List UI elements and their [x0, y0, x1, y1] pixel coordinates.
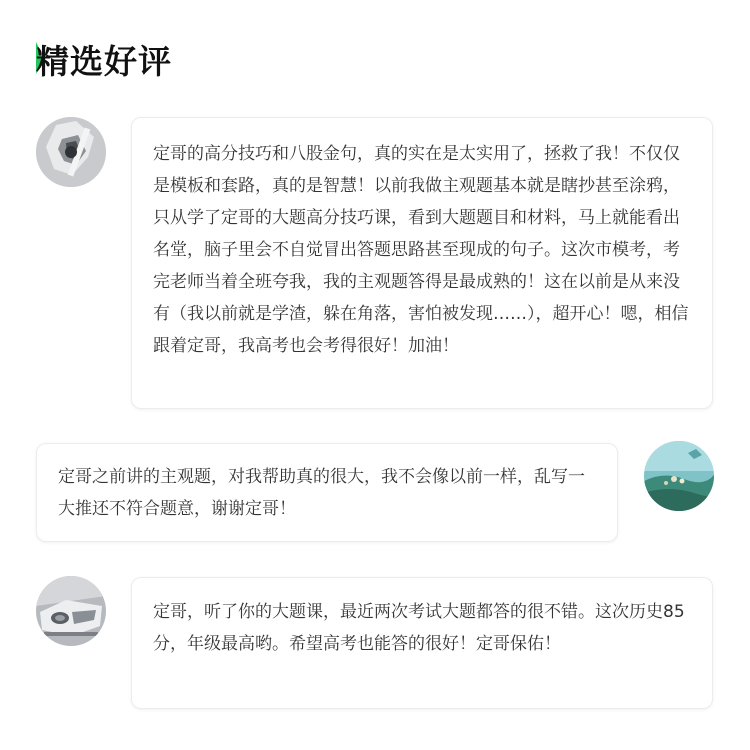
reviewer-avatar-3	[36, 576, 106, 646]
review-text-1: 定哥的高分技巧和八股金句，真的实在是太实用了，拯救了我！不仅仅是模板和套路，真的是智慧！以前我做主观题基本就是瞎抄甚至涂鸦，只从学了定哥的大题高分技巧课，看到大题题目和材料，马上就能看出名堂，脑子里会不自觉冒出答题思路甚至现成的句子。这次市模考，考完老师当着全班夸我，我的主观题答得是最成熟的！这在以前是从来没有（我以前就是学渣，躲在角落，害怕被发现……），超开心！嗯，相信跟着定哥，我高考也会考得很好！加油！	[153, 144, 689, 356]
review-text-3: 定哥，听了你的大题课，最近两次考试大题都答的很不错。这次历史85分，年级最高哟。希望高考也能答的很好！定哥保佑！	[153, 602, 685, 654]
reviewer-avatar-2	[644, 441, 714, 511]
user-avatar-icon	[644, 441, 714, 511]
review-bubble-2	[36, 443, 618, 542]
user-avatar-icon	[36, 117, 106, 187]
reviewer-avatar-1	[36, 117, 106, 187]
review-bubble-3	[131, 577, 713, 709]
section-title: 精选好评	[36, 42, 172, 81]
user-avatar-icon	[36, 576, 106, 646]
review-text-2: 定哥之前讲的主观题，对我帮助真的很大，我不会像以前一样，乱写一大推还不符合题意，谢谢定哥！	[58, 467, 585, 519]
review-bubble-1	[131, 117, 713, 409]
